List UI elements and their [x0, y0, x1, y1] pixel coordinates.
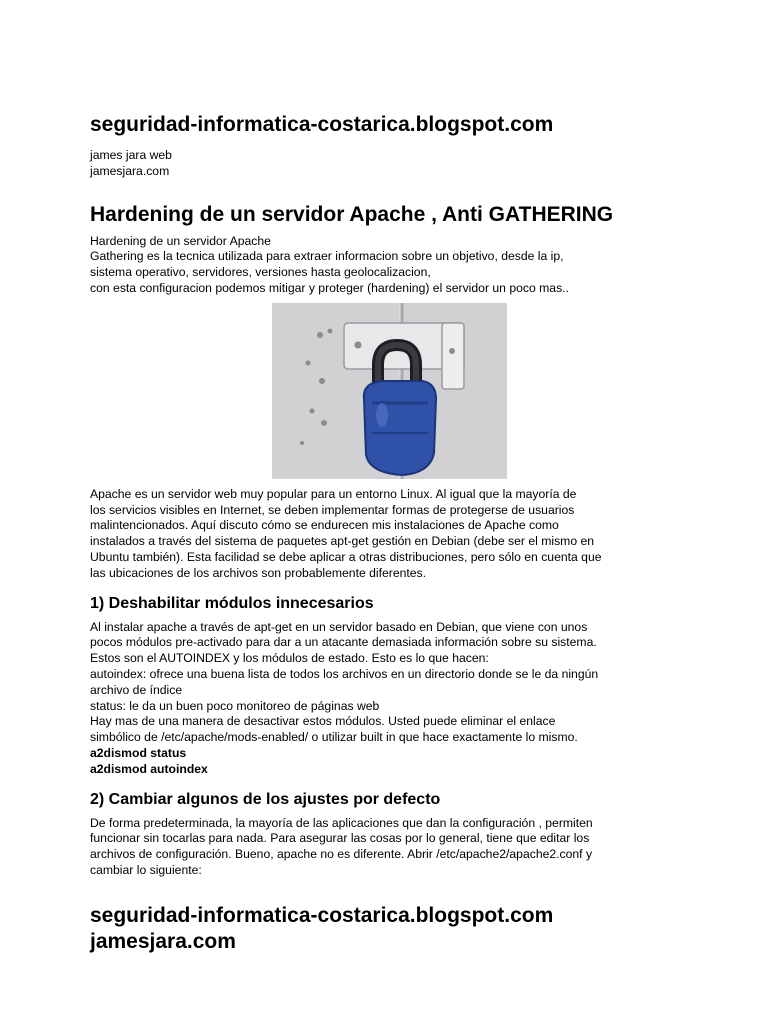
footer-author-site: jamesjara.com [90, 929, 236, 953]
section-2-line: funcionar sin tocarlas para nada. Para asegurar las cosas por lo general, tiene que editar los [90, 831, 590, 846]
footer-site-title: seguridad-informatica-costarica.blogspot.com [90, 903, 554, 927]
section-2-line: archivos de configuración. Bueno, apache no es diferente. Abrir /etc/apache2/apache2.conf y [90, 847, 593, 862]
section-2-title: 2) Cambiar algunos de los ajustes por defecto [90, 790, 441, 808]
section-2-line: cambiar lo siguiente: [90, 862, 202, 877]
paragraph-line: instalados a través del sistema de paquetes apt-get gestión en Debian (debe ser el mismo en [90, 534, 595, 549]
document-page [90, 112, 690, 955]
intro-line: con esta configuracion podemos mitigar y proteger (hardening) el servidor un poco mas.. [90, 280, 569, 295]
section-1-line: pocos módulos pre-activado para dar a un atacante demasiada información sobre su sistema. [90, 635, 597, 650]
paragraph-line: los servicios visibles en Internet, se deben implementar formas de protegerse de usuarios [90, 502, 575, 517]
paragraph-line: malintencionados. Aquí discuto cómo se endurecen mis instalaciones de Apache como [90, 518, 559, 533]
padlock-image [272, 303, 507, 479]
section-1-line: autoindex: ofrece una buena lista de todos los archivos en un directorio donde se le da ningún [90, 666, 599, 681]
intro-line: sistema operativo, servidores, versiones hasta geolocalizacion, [90, 265, 431, 280]
section-2-line: De forma predeterminada, la mayoría de las aplicaciones que dan la configuración , permiten [90, 815, 593, 830]
post-title: Hardening de un servidor Apache , Anti GATHERING [90, 202, 614, 226]
site-title: seguridad-informatica-costarica.blogspot.com [90, 113, 554, 136]
section-1-line: Estos son el AUTOINDEX y los módulos de estado. Esto es lo que hacen: [90, 651, 489, 666]
section-1-line: simbólico de /etc/apache/mods-enabled/ o utilizar built in que hace exactamente lo mismo. [90, 730, 578, 745]
command-a2dismod-status: a2dismod status [90, 745, 187, 760]
author-line: james jara web [90, 148, 172, 162]
paragraph-line: las ubicaciones de los archivos son probablemente diferentes. [90, 565, 427, 580]
paragraph-line: Ubuntu también). Esta facilidad se debe aplicar a otras distribuciones, pero sólo en cuenta que [90, 549, 602, 564]
padlock-illustration [272, 303, 507, 479]
paragraph-line: Apache es un servidor web muy popular para un entorno Linux. Al igual que la mayoría de [90, 486, 577, 501]
section-1-title: 1) Deshabilitar módulos innecesarios [90, 594, 374, 612]
author-site: jamesjara.com [90, 163, 170, 178]
section-1-line: Al instalar apache a través de apt-get en un servidor basado en Debian, que viene con unos [90, 619, 588, 634]
intro-line: Gathering es la tecnica utilizada para extraer informacion sobre un objetivo, desde la ip, [90, 249, 564, 264]
section-1-line: status: le da un buen poco monitoreo de páginas web [90, 698, 380, 713]
section-1-line: Hay mas de una manera de desactivar estos módulos. Usted puede eliminar el enlace [90, 714, 556, 729]
intro-line: Hardening de un servidor Apache [90, 233, 271, 248]
command-a2dismod-autoindex: a2dismod autoindex [90, 761, 208, 776]
section-1-line: archivo de índice [90, 682, 183, 697]
